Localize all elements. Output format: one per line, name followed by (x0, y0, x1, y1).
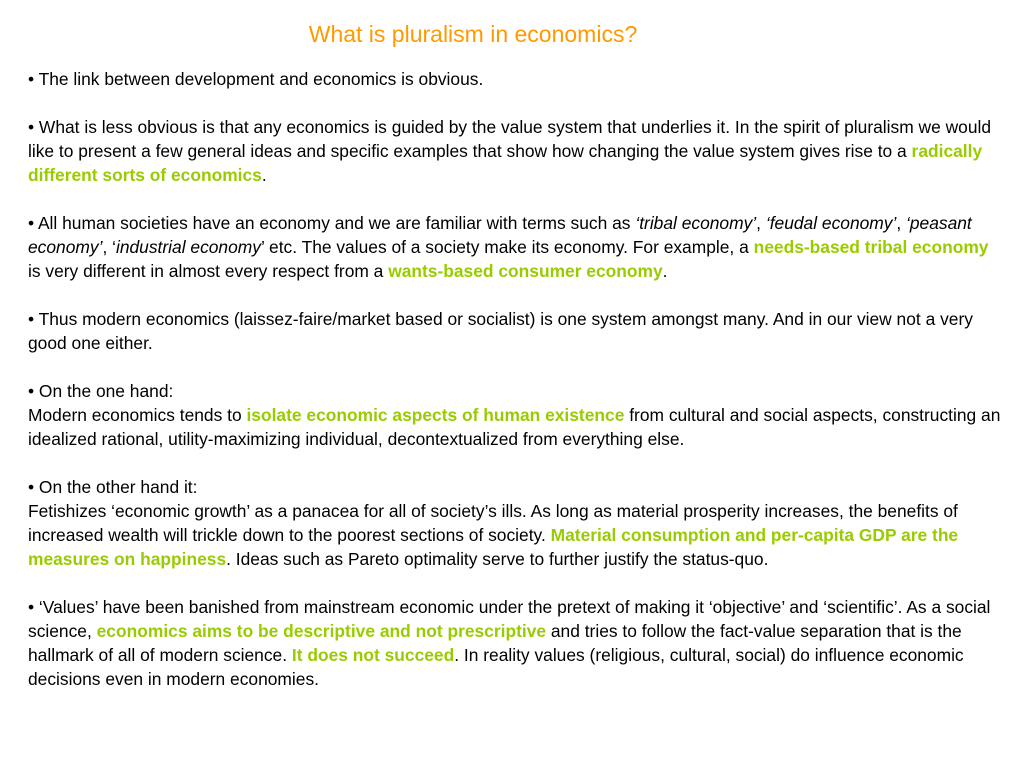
paragraph-text: • All human societies have an economy and we are familiar with terms such as (28, 213, 636, 233)
paragraph-text: , ‘ (102, 237, 116, 257)
highlight-text: radically different sorts of economics (28, 141, 983, 185)
paragraph-text: . (662, 261, 668, 281)
paragraph-text: is very different in almost every respect from a (28, 261, 389, 281)
slide-body (28, 67, 1004, 691)
paragraph-text: . Ideas such as Pareto optimality serve to further justify the status-quo. (226, 549, 769, 569)
italic-term: ‘feudal economy’ (765, 213, 897, 233)
paragraph-text: and tries to follow the fact-value separation that is the hallmark of all of modern science. (28, 621, 962, 665)
paragraph-other-hand (28, 475, 1004, 571)
italic-term: industrial economy (115, 237, 261, 257)
highlight-text: economics aims to be descriptive and not prescriptive (96, 621, 547, 641)
paragraph-text: . In reality values (religious, cultural, social) do influence economic decisions even in modern economies. (28, 645, 964, 689)
highlight-text: isolate economic aspects of human existence (246, 405, 625, 425)
paragraph-text: ’ etc. The values of a society make its economy. For example, a (260, 237, 754, 257)
paragraph-modern-economics (28, 307, 1004, 355)
paragraph-text: . (261, 165, 267, 185)
italic-term: ‘peasant economy’ (28, 213, 972, 257)
highlight-text: needs-based tribal economy (753, 237, 989, 257)
paragraph-text: • What is less obvious is that any economics is guided by the value system that underlies it. In the spirit of pluralism we would like to present a few general ideas and specific examples that show how changing the value system gives rise to a (28, 117, 992, 161)
italic-term: ‘tribal economy’ (635, 213, 757, 233)
paragraph-text: Fetishizes ‘economic growth’ as a panacea for all of society’s ills. As long as material prosperity increases, the benefits of increased wealth will trickle down to the poorest sections of society. (28, 501, 958, 545)
paragraph-text: , (896, 213, 907, 233)
highlight-text: wants-based consumer economy (388, 261, 663, 281)
paragraph-text: , (756, 213, 766, 233)
paragraph-heading: • On the one hand: (28, 381, 174, 401)
paragraph-text: • Thus modern economics (laissez-faire/market based or socialist) is one system amongst many. And in our view not a very good one either. (28, 309, 973, 353)
paragraph-value-system (28, 115, 1004, 187)
paragraph-values-banished (28, 595, 1004, 691)
paragraph-one-hand (28, 379, 1004, 451)
paragraph-text: • The link between development and economics is obvious. (28, 69, 484, 89)
paragraph-heading: • On the other hand it: (28, 477, 198, 497)
slide-title: What is pluralism in economics? (308, 21, 638, 47)
highlight-text: Material consumption and per-capita GDP are the measures on happiness (28, 525, 959, 569)
paragraph-text: • ‘Values’ have been banished from mainstream economic under the pretext of making it ‘objective’ and ‘scientific’. As a social science, (28, 597, 991, 641)
paragraph-text: from cultural and social aspects, constructing an idealized rational, utility-maximizing individual, decontextualized from everything else. (28, 405, 1001, 449)
highlight-text: It does not succeed (291, 645, 455, 665)
paragraph-societies-economies (28, 211, 1004, 283)
paragraph-text: Modern economics tends to (28, 405, 247, 425)
paragraph-development-link (28, 67, 1004, 91)
